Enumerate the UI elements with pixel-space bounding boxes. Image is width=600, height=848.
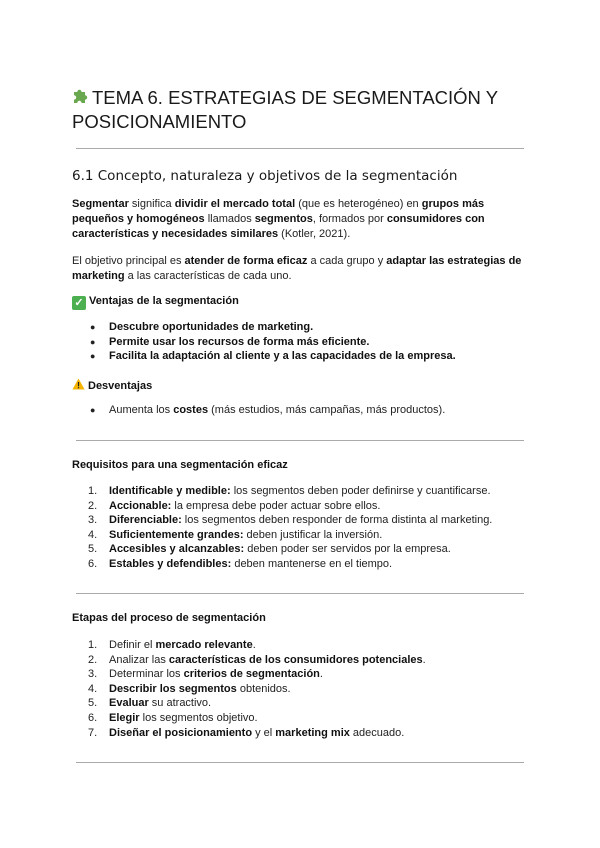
text: y el	[252, 726, 276, 739]
divider	[76, 148, 524, 149]
bold-text: Suficientemente grandes:	[109, 528, 244, 541]
paragraph-objective	[72, 254, 524, 284]
list-number: 7.	[88, 726, 98, 739]
text: a cada grupo y	[307, 255, 387, 267]
list-item	[72, 403, 524, 418]
text: El objetivo principal es	[72, 255, 185, 267]
bold-text: Accionable:	[109, 499, 172, 512]
bold-text: Identificable y medible:	[109, 485, 231, 497]
list-item-text: Descubre oportunidades de marketing.	[109, 321, 314, 333]
list-number: 2.	[88, 499, 98, 512]
text: Aumenta los	[109, 404, 174, 416]
text: llamados	[204, 213, 255, 225]
text: .	[319, 668, 323, 681]
list-number: 1.	[88, 639, 98, 651]
list-number: 4.	[88, 528, 98, 541]
list-item	[72, 542, 524, 557]
text: los segmentos deben poder definirse y cuantificarse.	[230, 485, 491, 497]
list-number: 3.	[88, 514, 98, 527]
text: Determinar los	[109, 668, 184, 681]
ventajas-list	[72, 320, 524, 364]
list-item	[72, 484, 524, 499]
list-number: 2.	[88, 653, 98, 666]
list-item	[72, 528, 524, 543]
warning-icon	[72, 378, 86, 393]
desventajas-heading	[72, 378, 152, 393]
bold-text: Estables y defendibles:	[109, 557, 232, 570]
bold-text: Elegir	[109, 711, 140, 724]
list-number: 1.	[88, 485, 98, 497]
list-item	[72, 667, 524, 682]
list-item	[72, 335, 524, 350]
requisitos-heading: Requisitos para una segmentación eficaz	[72, 459, 288, 471]
list-item	[72, 696, 524, 711]
text: deben justificar la inversión.	[243, 528, 383, 541]
list-item	[72, 682, 524, 697]
etapas-heading: Etapas del proceso de segmentación	[72, 612, 266, 624]
list-item-text: Permite usar los recursos de forma más eficiente.	[109, 335, 370, 348]
bold-text: criterios de segmentación	[183, 668, 320, 681]
list-number: 6.	[88, 557, 98, 570]
list-item	[72, 653, 524, 668]
desventajas-heading-text: Desventajas	[88, 380, 153, 392]
bold-text: Segmentar	[72, 198, 129, 210]
list-item	[72, 726, 524, 741]
list-number: 3.	[88, 668, 98, 681]
bold-text: grupos más pequeños y homogéneos	[72, 198, 485, 225]
text: significa	[128, 198, 175, 210]
text: a las características de cada uno.	[124, 270, 292, 282]
text: .	[252, 639, 256, 651]
list-item	[72, 557, 524, 572]
bold-text: segmentos	[254, 213, 313, 225]
bold-text: características de los consumidores potenciales	[168, 653, 423, 666]
list-number: 6.	[88, 711, 98, 724]
bold-text: atender de forma eficaz	[184, 255, 308, 267]
bold-text: costes	[173, 404, 209, 416]
divider	[76, 593, 524, 594]
page-title	[72, 86, 524, 134]
divider	[76, 440, 524, 441]
list-number: 5.	[88, 543, 98, 556]
etapas-list	[72, 638, 524, 740]
puzzle-piece-icon	[72, 86, 92, 110]
text: obtenidos.	[236, 682, 291, 695]
bold-text: Diseñar el posicionamiento	[109, 726, 253, 739]
list-item	[72, 320, 524, 335]
text: deben mantenerse en el tiempo.	[231, 557, 393, 570]
bold-text: Describir los segmentos	[109, 682, 237, 695]
section-heading: 6.1 Concepto, naturaleza y objetivos de la segmentación	[72, 168, 458, 184]
text: la empresa debe poder actuar sobre ellos.	[171, 499, 381, 512]
bold-text: mercado relevante	[155, 639, 253, 651]
ventajas-heading	[72, 295, 239, 310]
text: (que es heterogéneo) en	[295, 198, 422, 210]
ventajas-heading-text: Ventajas de la segmentación	[89, 295, 239, 307]
page-title-text: TEMA 6. ESTRATEGIAS DE SEGMENTACIÓN Y POSICIONAMIENTO	[72, 87, 498, 132]
check-mark-icon: ✓	[72, 296, 86, 310]
bold-text: marketing mix	[275, 726, 350, 739]
divider	[76, 762, 524, 763]
text: (Kotler, 2021).	[278, 228, 351, 240]
text: Definir el	[109, 639, 156, 651]
text: los segmentos deben responder de forma distinta al marketing.	[181, 514, 493, 527]
bold-text: Evaluar	[109, 697, 149, 710]
bold-text: consumidores con características y necesidades similares	[72, 213, 485, 240]
paragraph-definition	[72, 197, 524, 242]
bold-text: Diferenciable:	[109, 514, 182, 527]
text: adecuado.	[349, 726, 405, 739]
bold-text: adaptar las estrategias de marketing	[72, 255, 522, 282]
text: Analizar las	[109, 653, 169, 666]
text: (más estudios, más campañas, más productos).	[208, 404, 446, 416]
requisitos-list	[72, 484, 524, 572]
list-item	[72, 711, 524, 726]
desventajas-list	[72, 403, 524, 418]
text: deben poder ser servidos por la empresa.	[244, 543, 451, 556]
text: .	[422, 653, 426, 666]
list-item-text: Facilita la adaptación al cliente y a las capacidades de la empresa.	[109, 350, 456, 363]
text: , formados por	[312, 213, 387, 225]
list-item	[72, 513, 524, 528]
list-number: 5.	[88, 697, 98, 710]
list-number: 4.	[88, 682, 98, 695]
bold-text: dividir el mercado total	[174, 198, 296, 210]
bold-text: Accesibles y alcanzables:	[109, 543, 245, 556]
text: los segmentos objetivo.	[139, 711, 258, 724]
list-item	[72, 499, 524, 514]
list-item	[72, 349, 524, 364]
list-item	[72, 638, 524, 653]
text: su atractivo.	[148, 697, 212, 710]
